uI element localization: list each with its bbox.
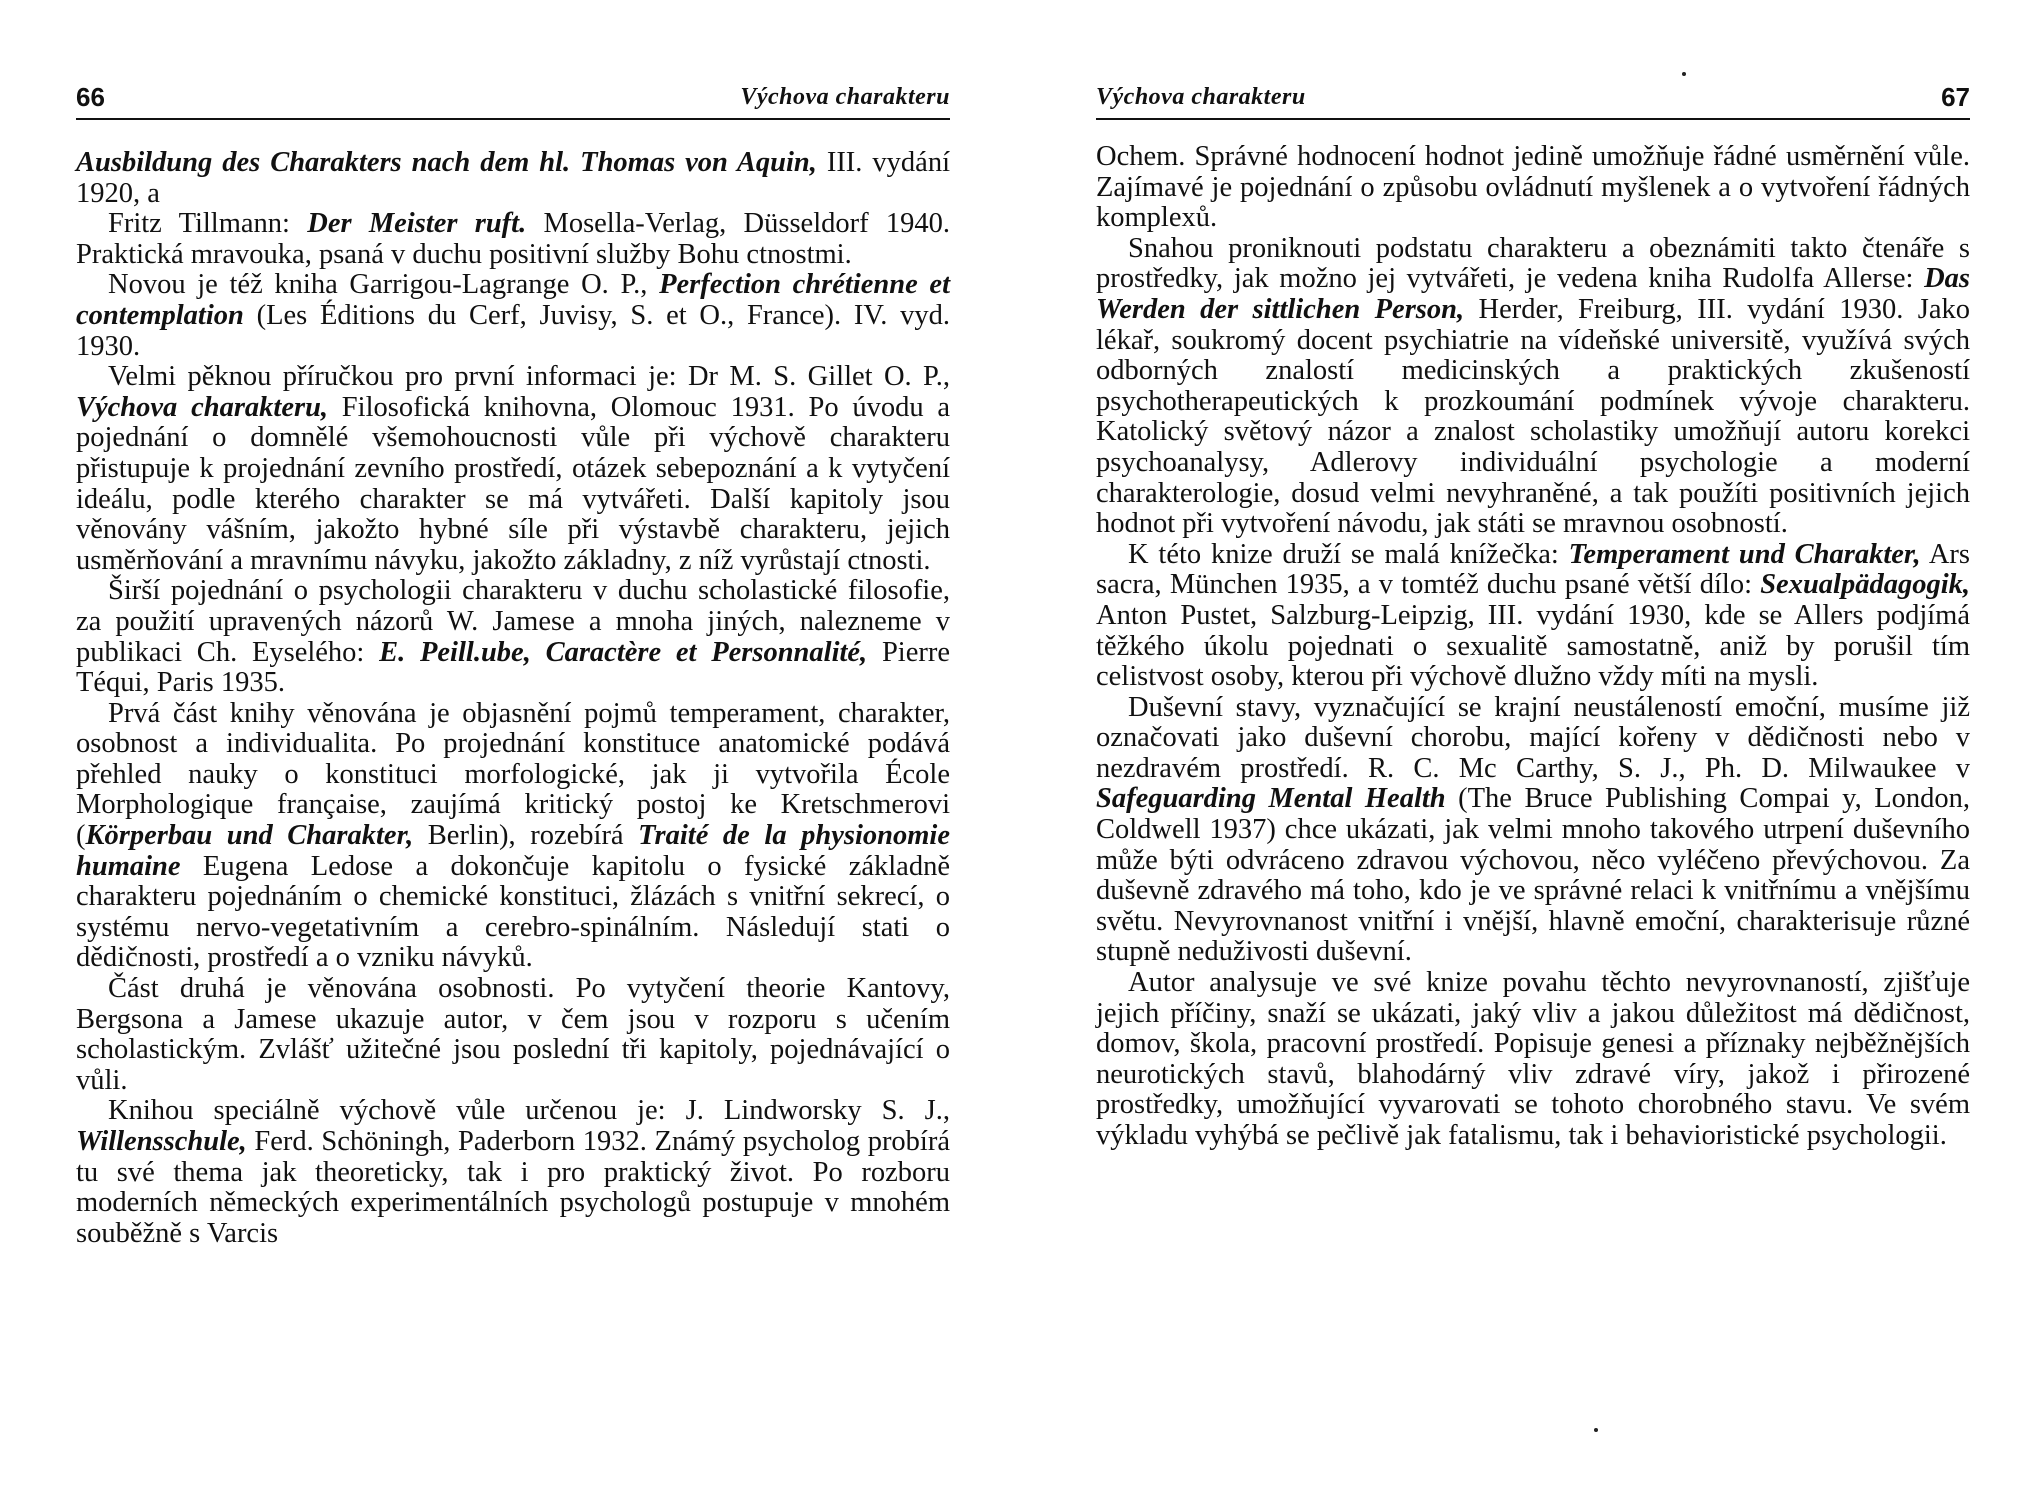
paragraph <box>1096 693 1970 968</box>
right-page-body <box>1096 142 1970 1152</box>
left-page-body <box>76 148 950 1249</box>
text-run: Pierre Téqui, Paris 1935. <box>76 636 950 699</box>
left-page-number: 66 <box>76 82 105 112</box>
text-run: Berlin), rozebírá <box>413 820 639 852</box>
paragraph <box>76 1096 950 1249</box>
paragraph <box>76 209 950 270</box>
italic-title: Safeguarding Mental Health <box>1096 783 1446 815</box>
italic-title: Der Meister ruft. <box>307 208 527 240</box>
text-run: Fritz Tillmann: <box>108 208 308 240</box>
text-run: K této knize druží se malá knížečka: <box>1128 538 1569 570</box>
italic-title: Temperament und Charakter, <box>1568 538 1921 570</box>
italic-title: Ausbildung des Charakters nach dem hl. Thomas von Aquin, <box>76 147 817 178</box>
paragraph <box>76 270 950 362</box>
left-page <box>76 0 950 1500</box>
paragraph <box>76 699 950 974</box>
right-page <box>1096 0 1970 1500</box>
right-running-title: Výchova charakteru <box>1096 84 1306 110</box>
text-run: Širší pojednání o psychologii charakteru v duchu scholastické filosofie, za použití upravených názorů W. Jamese a mnoha jiných, nalezneme v publikaci Ch. Eyselého: <box>76 575 950 668</box>
text-run: Velmi pěknou příručkou pro první informaci je: Dr M. S. Gillet O. P., <box>108 361 950 393</box>
text-run: Snahou proniknouti podstatu charakteru a obeznámiti takto čtenáře s prostředky, jak možno jej vytvářeti, je vedena kniha Rudolfa Allerse: <box>1096 232 1970 295</box>
italic-title: Körperbau und Charakter, <box>85 820 414 852</box>
right-running-head <box>1096 80 1970 120</box>
text-run: Mosella-Verlag, Düsseldorf 1940. Praktická mravouka, psaná v duchu positivní služby Bohu ctnostmi. <box>76 208 950 270</box>
paragraph <box>76 974 950 1096</box>
text-run: Knihou speciálně výchově vůle určenou je: J. Lindworsky S. J., <box>108 1095 950 1127</box>
italic-title: Willensschule, <box>76 1126 247 1157</box>
print-speck <box>1594 1428 1598 1432</box>
italic-title: E. Peill.ube, Caractère et Personnalité, <box>379 636 868 668</box>
text-run: III. vydání 1920, a <box>76 147 950 209</box>
text-run: Novou je též kniha Garrigou-Lagrange O. P., <box>108 269 660 301</box>
text-run: Duševní stavy, vyznačující se krajní neustáleností emoční, musíme již označovati jako duševní chorobu, mající kořeny v dědičnosti nebo v nezdravém prostředí. R. C. Mc Carthy, S. J., Ph. D. Milwaukee v <box>1096 691 1970 784</box>
left-running-title: Výchova charakteru <box>740 84 950 110</box>
print-speck <box>1682 72 1686 76</box>
text-run: Prvá část knihy věnována je objasnění pojmů temperament, charakter, osobnost a individualita. Po projednání konstituce anatomické podává přehled nauky o konstituci morfologické, jak ji vytvořila École Morphologique française, zaujímá kritický postoj ke Kretschmerovi ( <box>76 697 950 852</box>
italic-title: Traité de la physionomie humaine <box>76 820 951 882</box>
paragraph <box>1096 234 1970 540</box>
paragraph <box>1096 968 1970 1152</box>
paragraph <box>1096 540 1970 693</box>
text-run: Eugena Ledose a dokončuje kapitolu o fysické základně charakteru pojednáním o chemické konstituci, žlázách s vnitřní sekrecí, o systému nervo-vegetativním a cerebro-spinálním. Následují stati o dědičnosti, prostředí a o vzniku návyků. <box>76 850 950 974</box>
text-run: Autor analysuje ve své knize povahu těchto nevyrovnaností, zjišťuje jejich příčiny, snaží se ukázati, jaký vliv a jakou důležitost má dědičnost, domov, škola, pracovní prostředí. Popisuje genesi a příznaky nejběžnějších neurotických stavů, blahodárný vliv zdravé víry, jakož i přirozené prostředky, umožňující vyvarovati se tohoto chorobného stavu. Ve svém výkladu vyhýbá se pečlivě jak fatalismu, tak i behavioristické psychologii. <box>1096 967 1970 1151</box>
paragraph <box>76 576 950 698</box>
left-running-head <box>76 80 950 120</box>
right-page-number: 67 <box>1941 82 1970 112</box>
italic-title: Výchova charakteru, <box>76 391 329 423</box>
text-run: Filosofická knihovna, Olomouc 1931. Po úvodu a pojednání o domnělé všemohoucnosti vůle při výchově charakteru přistupuje k projednání zevního prostředí, otázek sebepoznání a k vytyčení ideálu, podle kterého charakter se má vytvářeti. Další kapitoly jsou věnovány vášním, jakožto hybné síle při výstavbě charakteru, jejich usměrňování a mravnímu návyku, jakožto základny, z níž vyrůstají ctnosti. <box>76 391 950 576</box>
paragraph <box>76 362 950 576</box>
text-run: Anton Pustet, Salzburg-Leipzig, III. vydání 1930, kde se Allers podjímá těžkého úkolu pojednati o sexualitě samostatně, aniž by porušil tím celistvost osoby, kterou při výchově dlužno vždy míti na mysli. <box>1096 599 1970 693</box>
text-run: Ars sacra, München 1935, a v tomtéž duchu psané větší dílo: <box>1096 538 1971 601</box>
text-run: Část druhá je věnována osobnosti. Po vytyčení theorie Kantovy, Bergsona a Jamese ukazuje autor, v čem jsou v rozporu s učením scholastickým. Zvlášť užitečné jsou poslední tři kapitoly, pojednávající o vůli. <box>76 973 950 1096</box>
text-run: Ferd. Schöningh, Paderborn 1932. Známý psycholog probírá tu své thema jak theoreticky, tak i pro praktický život. Po rozboru moderních německých experimentálních psychologů postupuje v mnohém souběžně s Varcis <box>76 1126 950 1249</box>
text-run: (The Bruce Publishing Compai y, London, Coldwell 1937) chce ukázati, jak velmi mnoho takového utrpení duševního může býti odvráceno zdravou výchovou, něco vyléčeno převýchovou. Za duševně zdravého má toho, kdo je ve správné relaci k vnitřnímu a vnějšímu světu. Nevyrovnanost vnitřní i vnější, hlavně emoční, charakterisuje různé stupně neduživosti duševní. <box>1096 783 1970 968</box>
italic-title: Das Werden der sittlichen Person, <box>1096 263 1970 325</box>
italic-title: Sexualpädagogik, <box>1760 569 1970 601</box>
italic-title: Perfection chrétienne et contemplation <box>76 269 950 331</box>
paragraph <box>76 148 950 209</box>
text-run: Ochem. Správné hodnocení hodnot jedině umožňuje řádné usměrnění vůle. Zajímavé je pojednání o způsobu ovládnutí myšlenek a o vytvoření řádných komplexů. <box>1096 141 1970 234</box>
text-run: Herder, Freiburg, III. vydání 1930. Jako lékař, soukromý docent psychiatrie na vídeňské universitě, využívá svých odborných znalostí medicinských a praktických zkušeností psychotherapeutických k prozkoumání podmínek vývoje charakteru. Katolický světový názor a znalost scholastiky umožňují autoru korekci psychoanalysy, Adlerovy individuální psychologie a moderní charakterologie, dosud velmi nevyhraněné, a tak použíti positivních jejich hodnot při vytvoření návodu, jak státi se mravnou osobností. <box>1096 293 1970 540</box>
paragraph <box>1096 142 1970 234</box>
text-run: (Les Éditions du Cerf, Juvisy, S. et O., France). IV. vyd. 1930. <box>76 299 950 362</box>
